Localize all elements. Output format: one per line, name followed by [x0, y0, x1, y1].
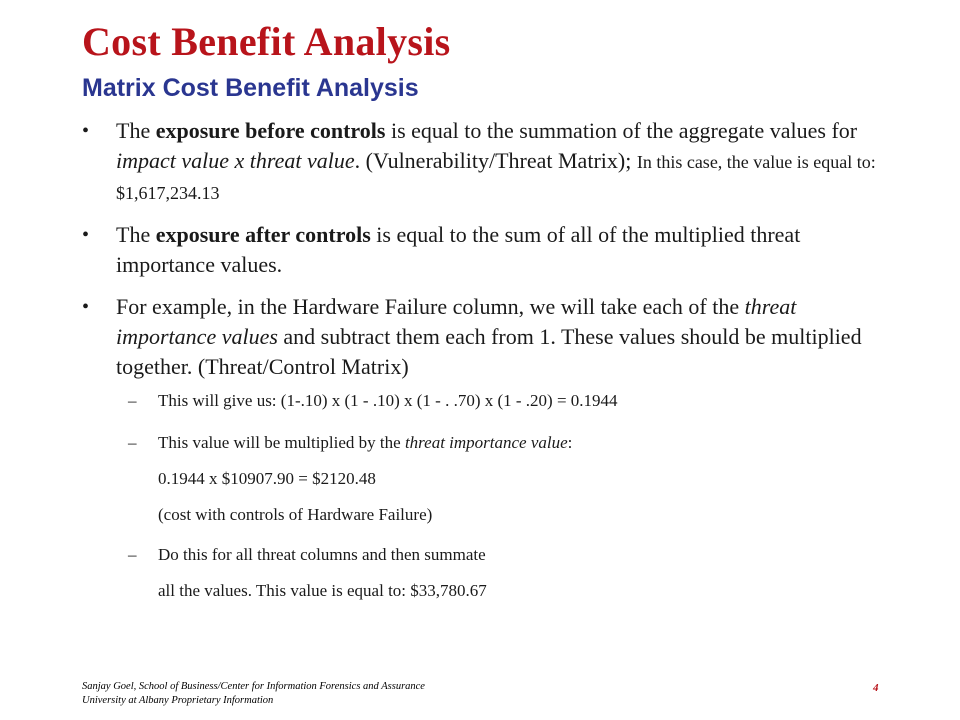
text: This value will be multiplied by the: [158, 433, 405, 452]
italic-term: threat importance values: [116, 294, 797, 349]
bullet-icon: •: [82, 224, 90, 246]
summation-result: all the values. This value is equal to: $33,780.67: [158, 581, 487, 600]
sub-bullet-calculation: [80, 390, 880, 412]
sub-bullet-summate: [80, 544, 880, 566]
text: This will give us: (1-.10) x (1 - .10) x (1 - . .70) x (1 - .20) = 0.1944: [158, 391, 618, 410]
italic-term: threat importance value: [404, 433, 568, 452]
calculation-note: (cost with controls of Hardware Failure): [158, 505, 433, 524]
footer-author: Sanjay Goel, School of Business/Center for Information Forensics and Assurance: [82, 681, 425, 692]
calculation-line: 0.1944 x $10907.90 = $2120.48: [158, 469, 376, 488]
italic-term: impact value x threat value: [116, 148, 355, 173]
text: For example, in the Hardware Failure column, we will take each of the: [116, 294, 745, 319]
dash-icon: –: [128, 391, 137, 410]
text: :: [567, 433, 573, 452]
footer-note: University at Albany Proprietary Information: [82, 695, 274, 706]
text: is equal to the sum of all of the multiplied threat importance values.: [116, 222, 801, 277]
slide-title: Cost Benefit Analysis: [82, 19, 451, 64]
bullet-exposure-before: [80, 116, 880, 208]
emphasis: exposure after controls: [155, 222, 371, 247]
dash-icon: –: [128, 433, 137, 452]
text: and subtract them each from 1. These values should be multiplied together. (Threat/Control Matrix): [116, 324, 862, 379]
slide-subtitle: Matrix Cost Benefit Analysis: [82, 74, 419, 102]
text: . (Vulnerability/Threat Matrix);: [354, 148, 637, 173]
bullet-icon: •: [82, 120, 90, 142]
sub-bullet-multiply: [80, 432, 880, 454]
bullet-exposure-after: [80, 220, 880, 280]
footer: [82, 680, 425, 708]
text: is equal to the summation of the aggregate values for: [385, 118, 858, 143]
dash-icon: –: [128, 545, 137, 564]
bullet-icon: •: [82, 296, 90, 318]
page-number: 4: [873, 682, 879, 694]
value-text: In this case, the value is equal to: $1,617,234.13: [116, 152, 876, 203]
emphasis: exposure before controls: [155, 118, 386, 143]
bullet-list: [80, 116, 880, 602]
text: Do this for all threat columns and then summate: [158, 545, 486, 564]
bullet-example: [80, 292, 880, 382]
text: The: [116, 222, 156, 247]
text: The: [116, 118, 156, 143]
